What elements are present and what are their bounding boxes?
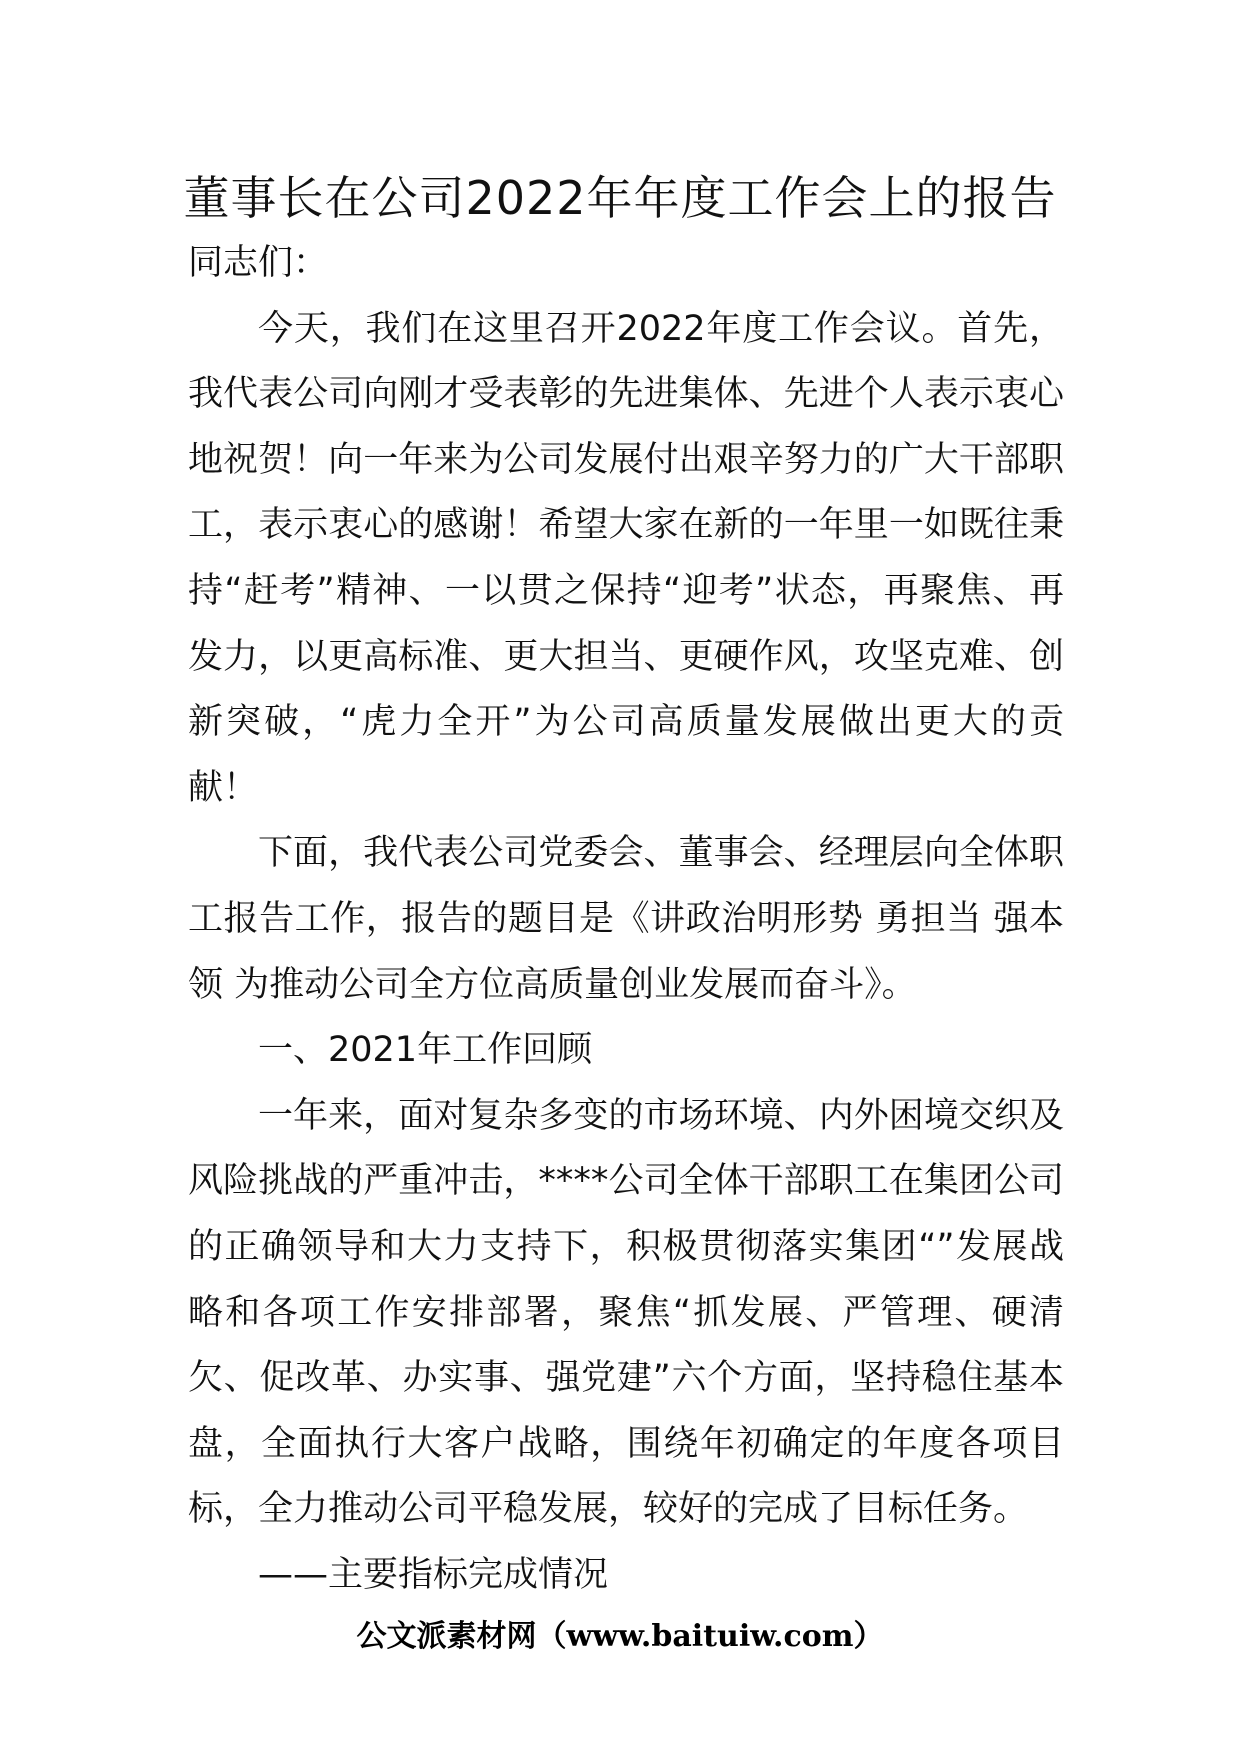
paragraph-review: 一年来，面对复杂多变的市场环境、内外困境交织及风险挑战的严重冲击，****公司全体干部职工在集团公司的正确领导和大力支持下，积极贯彻落实集团“”发展战略和各项工作安排部署，聚焦“抓发展、严管理、硬清欠、促改革、办实事、强党建”六个方面，坚持稳住基本盘，全面执行大客户战略，围绕年初确定的年度各项目标，全力推动公司平稳发展，较好的完成了目标任务。	[188, 1095, 1064, 1530]
paragraph-report-topic: 下面，我代表公司党委会、董事会、经理层向全体职工报告工作，报告的题目是《讲政治明形势 勇担当 强本领 为推动公司全方位高质量创业发展而奋斗》。	[188, 833, 1064, 1005]
paragraph-opening: 今天，我们在这里召开2022年度工作会议。首先，我代表公司向刚才受表彰的先进集体、先进个人表示衷心地祝贺！向一年来为公司发展付出艰辛努力的广大干部职工，表示衷心的感谢！希望大家在新的一年里一如既往秉持“赶考”精神、一以贯之保持“迎考”状态，再聚焦、再发力，以更高标准、更大担当、更硬作风，攻坚克难、创新突破，“虎力全开”为公司高质量发展做出更大的贡献！	[188, 308, 1064, 808]
salutation: 同志们：	[188, 243, 329, 283]
footer-watermark: 公文派素材网（www.baituiw.com）	[356, 1619, 884, 1654]
section-heading-review: 一、2021年工作回顾	[258, 1030, 593, 1071]
document-body	[188, 231, 1064, 1608]
subheading-key-indicators: ——主要指标完成情况	[258, 1554, 609, 1595]
document-title: 董事长在公司2022年年度工作会上的报告	[183, 171, 1057, 225]
